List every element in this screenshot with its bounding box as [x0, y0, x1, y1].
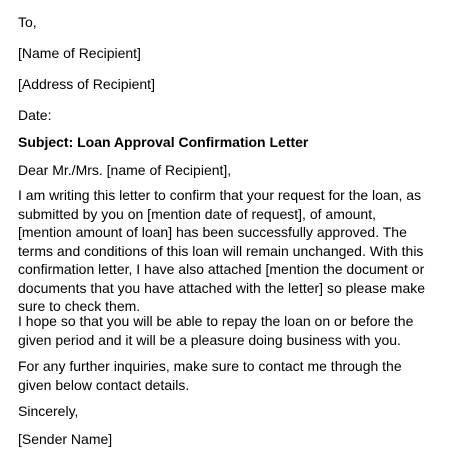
salutation: Dear Mr./Mrs. [name of Recipient], [18, 162, 232, 178]
date-line: Date: [18, 107, 52, 123]
paragraph-line: [mention amount of loan] has been successfully approved. The [18, 224, 407, 240]
paragraph-line: I am writing this letter to confirm that your request for the loan, as [18, 187, 422, 203]
body-paragraph-1 [18, 186, 458, 316]
paragraph-line: For any further inquiries, make sure to contact me through the [18, 358, 402, 374]
paragraph-line: given period and it will be a pleasure doing business with you. [18, 331, 401, 348]
paragraph-line: submitted by you on [mention date of request], of amount, [18, 205, 376, 222]
subject-line: Subject: Loan Approval Confirmation Letter [18, 134, 309, 150]
body-paragraph-2 [18, 312, 458, 349]
closing: Sincerely, [18, 403, 79, 419]
paragraph-line: terms and conditions of this loan will remain unchanged. With this [18, 242, 424, 259]
paragraph-line: sure to check them. [18, 298, 141, 314]
recipient-name: [Name of Recipient] [18, 45, 141, 61]
paragraph-line: given below contact details. [18, 376, 190, 393]
recipient-address: [Address of Recipient] [18, 76, 155, 92]
paragraph-line: I hope so that you will be able to repay the loan on or before the [18, 313, 414, 329]
paragraph-line: documents that you have attached with the letter] so please make [18, 279, 426, 296]
to-line: To, [18, 14, 37, 30]
body-paragraph-3 [18, 357, 458, 394]
sender-name: [Sender Name] [18, 431, 113, 447]
paragraph-line: confirmation letter, I have also attached [mention the document or [18, 261, 425, 277]
